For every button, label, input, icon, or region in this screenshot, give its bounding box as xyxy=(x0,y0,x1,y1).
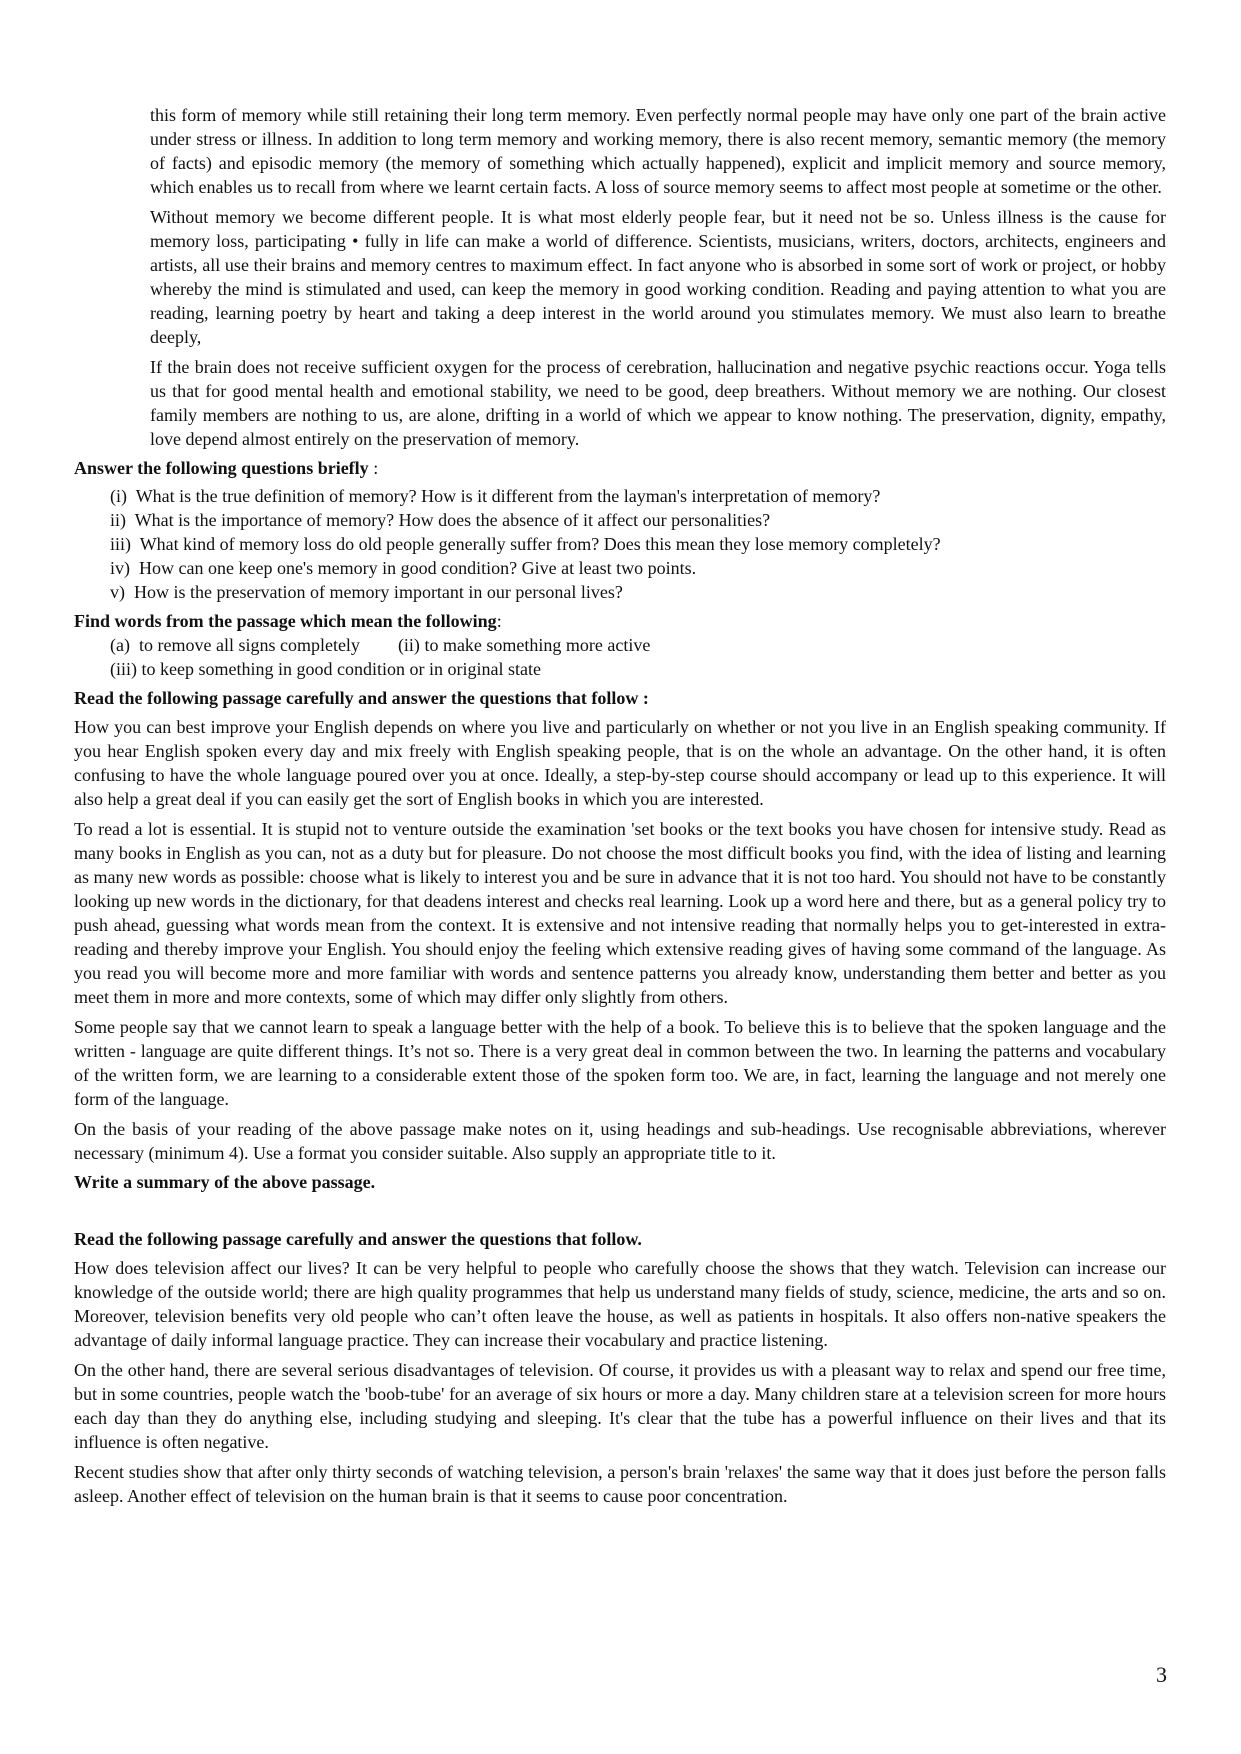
question-text: How can one keep one's memory in good condition? Give at least two points. xyxy=(139,558,697,578)
paragraph: Without memory we become different people. It is what most elderly people fear, but it need not be so. Unless illness is the cause for memory loss, participating • fully in life can make a world of difference. Scientists, musicians, writers, doctors, architects, engineers and artists, all use their brains and memory centres to maximum effect. In fact anyone who is absorbed in some sort of work or project, or hobby whereby the mind is stimulated and used, can keep the memory in good working condition. Reading and paying attention to what you are reading, learning poetry by heart and taking a deep interest in the world around you stimulates memory. We must also learn to breathe deeply, xyxy=(150,207,1166,347)
question-item xyxy=(110,556,1166,580)
question-item xyxy=(110,508,1166,532)
item-number: (iii) xyxy=(110,659,137,679)
english-passage xyxy=(74,715,1166,1165)
tv-passage xyxy=(74,1256,1166,1508)
question-item xyxy=(110,580,1166,604)
find-words-heading-tail: : xyxy=(496,611,502,631)
question-item xyxy=(110,532,1166,556)
item-text: to keep something in good condition or in original state xyxy=(141,659,541,679)
find-words-list xyxy=(74,633,1166,681)
memory-passage-continued xyxy=(74,103,1166,451)
find-words-line xyxy=(110,657,1166,681)
paragraph: On the other hand, there are several serious disadvantages of television. Of course, it provides us with a pleasant way to relax and spend our free time, but in some countries, people watch the 'boob-tube' for an average of six hours or more a day. Many children stare at a television screen for more hours each day than they do anything else, including studying and sleeping. It's clear that the tube has a powerful influence on their lives and that its influence is often negative. xyxy=(74,1360,1166,1452)
find-words-line xyxy=(110,633,1166,657)
tv-passage-heading: Read the following passage carefully and answer the questions that follow. xyxy=(74,1229,642,1249)
paragraph: this form of memory while still retaining their long term memory. Even perfectly normal people may have only one part of the brain active under stress or illness. In addition to long term memory and working memory, there is also recent memory, semantic memory (the memory of facts) and episodic memory (the memory of something which actually happened), explicit and implicit memory and source memory, which enables us to recall from where we learnt certain facts. A loss of source memory seems to affect most people at sometime or the other. xyxy=(150,105,1166,197)
paragraph: To read a lot is essential. It is stupid not to venture outside the examination 'set books or the text books you have chosen for intensive study. Read as many books in English as you can, not as a duty but for pleasure. Do not choose the most difficult books you find, with the idea of listing and learning as many new words as possible: choose what is likely to interest you and be sure in advance that it is not too hard. You should not have to be constantly looking up new words in the dictionary, for that deadens interest and checks real learning. Look up a word here and there, but as a general policy try to push ahead, guessing what words mean from the context. It is extensive and not intensive reading that normally helps you to get-interested in extra-reading and thereby improve your English. You should enjoy the feeling which extensive reading gives of having some command of the language. As you read you will become more and more familiar with words and sentence patterns you already know, understanding them better and better as you meet them in more and more contexts, some of which may differ only slightly from others. xyxy=(74,819,1166,1007)
question-text: What is the true definition of memory? How is it different from the layman's interpretation of memory? xyxy=(135,486,881,506)
questions-heading-tail: : xyxy=(368,458,379,478)
question-text: What kind of memory loss do old people generally suffer from? Does this mean they lose memory completely? xyxy=(139,534,941,554)
question-item xyxy=(110,484,1166,508)
paragraph: How does television affect our lives? It can be very helpful to people who carefully choose the shows that they watch. Television can increase our knowledge of the outside world; there are high quality programmes that help us understand many fields of study, science, medicine, the arts and so on. Moreover, television benefits very old people who can’t often leave the house, as well as patients in hospitals. It also offers non-native speakers the advantage of daily informal language practice. They can increase their vocabulary and practice listening. xyxy=(74,1258,1166,1350)
questions-heading xyxy=(74,456,1166,480)
summary-heading: Write a summary of the above passage. xyxy=(74,1172,376,1192)
paragraph: Recent studies show that after only thirty seconds of watching television, a person's brain 'relaxes' the same way that it does just before the person falls asleep. Another effect of television on the human brain is that it seems to cause poor concentration. xyxy=(74,1462,1166,1506)
question-number: v) xyxy=(110,582,125,602)
paragraph: How you can best improve your English depends on where you live and particularly on whether or not you live in an English speaking community. If you hear English spoken every day and mix freely with English speaking people, that is on the whole an advantage. On the other hand, it is often confusing to have the whole language poured over you at once. Ideally, a step-by-step course should accompany or lead up to this experience. It will also help a great deal if you can easily get the sort of English books in which you are interested. xyxy=(74,717,1166,809)
item-number: (ii) xyxy=(397,635,420,655)
find-words-heading-text: Find words from the passage which mean the following xyxy=(74,611,497,631)
item-text: to make something more active xyxy=(424,635,651,655)
question-text: What is the importance of memory? How does the absence of it affect our personalities? xyxy=(134,510,771,530)
item-text: to remove all signs completely xyxy=(138,635,360,655)
question-number: iii) xyxy=(110,534,131,554)
page-content xyxy=(74,103,1166,1508)
questions-heading-text: Answer the following questions briefly xyxy=(74,458,369,478)
question-number: (i) xyxy=(110,486,127,506)
paragraph: On the basis of your reading of the above passage make notes on it, using headings and sub-headings. Use recognisable abbreviations, wherever necessary (minimum 4). Use a format you consider suitable. Also supply an appropriate title to it. xyxy=(74,1119,1166,1163)
question-number: ii) xyxy=(110,510,126,530)
english-passage-heading: Read the following passage carefully and answer the questions that follow : xyxy=(74,688,649,708)
paragraph: Some people say that we cannot learn to speak a language better with the help of a book. To believe this is to believe that the spoken language and the written - language are quite different things. It’s not so. There is a very great deal in common between the two. In learning the patterns and vocabulary of the written form, we are learning to a considerable extent those of the spoken form too. We are, in fact, learning the language and not merely one form of the language. xyxy=(74,1017,1166,1109)
paragraph: If the brain does not receive sufficient oxygen for the process of cerebration, hallucination and negative psychic reactions occur. Yoga tells us that for good mental health and emotional stability, we need to be good, deep breathers. Without memory we are nothing. Our closest family members are nothing to us, are alone, drifting in a world of which we appear to know nothing. The preservation, dignity, empathy, love depend almost entirely on the preservation of memory. xyxy=(150,357,1166,449)
question-number: iv) xyxy=(110,558,130,578)
item-number: (a) xyxy=(110,635,130,655)
page-number: 3 xyxy=(1156,1662,1167,1687)
question-text: How is the preservation of memory important in our personal lives? xyxy=(134,582,623,602)
question-list xyxy=(74,484,1166,604)
find-words-heading xyxy=(74,609,1166,633)
